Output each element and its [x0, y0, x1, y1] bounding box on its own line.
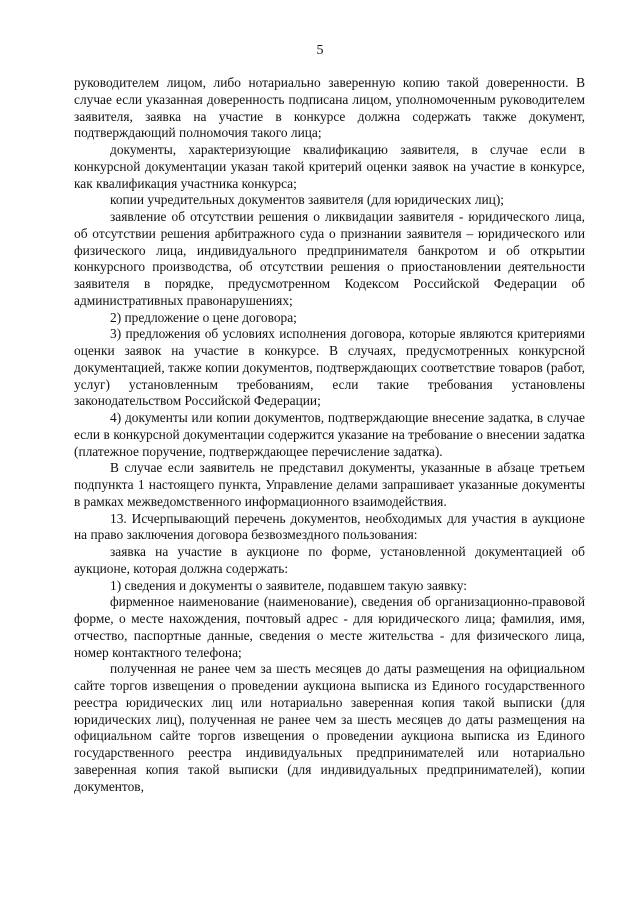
- paragraph: 3) предложения об условиях исполнения договора, которые являются критериями оценки заявок на участие в конкурсе. В случаях, предусмотренных конкурсной документацией, также копии документов, подтверждающих соответствие товаров (работ, услуг) установленным требованиям, если такие требования установлены законодательством Российской Федерации;: [74, 326, 585, 409]
- paragraph: копии учредительных документов заявителя (для юридических лиц);: [110, 192, 505, 208]
- paragraph: 1) сведения и документы о заявителе, подавшем такую заявку:: [110, 577, 467, 593]
- paragraph: 13. Исчерпывающий перечень документов, необходимых для участия в аукционе на право заключения договора безвозмездного пользования:: [74, 510, 585, 543]
- page-number: 5: [316, 43, 324, 58]
- paragraph: заявка на участие в аукционе по форме, установленной документацией об аукционе, которая должна содержать:: [74, 544, 585, 576]
- paragraph: фирменное наименование (наименование), сведения об организационно-правовой форме, о месте нахождения, почтовый адрес - для юридического лица; фамилия, имя, отчество, паспортные данные, сведения о месте жительства - для физического лица, номер контактного телефона;: [74, 594, 585, 660]
- paragraph: 4) документы или копии документов, подтверждающие внесение задатка, в случае если в конкурсной документации содержится указание на требование о внесении задатка (платежное поручение, подтверждающее перечисление задатка).: [74, 410, 585, 459]
- document-body: [74, 75, 585, 795]
- paragraph: документы, характеризующие квалификацию заявителя, в случае если в конкурсной документации указан такой критерий оценки заявок на участие в конкурсе, как квалификация участника конкурса;: [74, 142, 585, 191]
- paragraph: В случае если заявитель не представил документы, указанные в абзаце третьем подпункта 1 настоящего пункта, Управление делами запрашивает указанные документы в рамках межведомственного информационного взаимодействия.: [74, 460, 585, 509]
- paragraph: руководителем лицом, либо нотариально заверенную копию такой доверенности. В случае если указанная доверенность подписана лицом, уполномоченным руководителем заявителя, заявка на участие в конкурсе должна содержать также документ, подтверждающий полномочия такого лица;: [74, 75, 585, 141]
- paragraph: полученная не ранее чем за шесть месяцев до даты размещения на официальном сайте торгов извещения о проведении аукциона выписка из Единого государственного реестра юридических лиц или нотариально заверенная копия такой выписки (для юридических лиц), полученная не ранее чем за шесть месяцев до даты размещения на официальном сайте торгов извещения о проведении аукциона выписка из Единого государственного реестра индивидуальных предпринимателей или нотариально заверенная копия такой выписки (для индивидуальных предпринимателей), копии документов,: [74, 661, 585, 794]
- paragraph: 2) предложение о цене договора;: [110, 309, 297, 325]
- paragraph: заявление об отсутствии решения о ликвидации заявителя - юридического лица, об отсутствии решения арбитражного суда о признании заявителя – юридического или физического лица, индивидуального предпринимателя банкротом и об открытии конкурсного производства, об отсутствии решения о приостановлении деятельности заявителя в порядке, предусмотренном Кодексом Российской Федерации об административных правонарушениях;: [74, 209, 585, 308]
